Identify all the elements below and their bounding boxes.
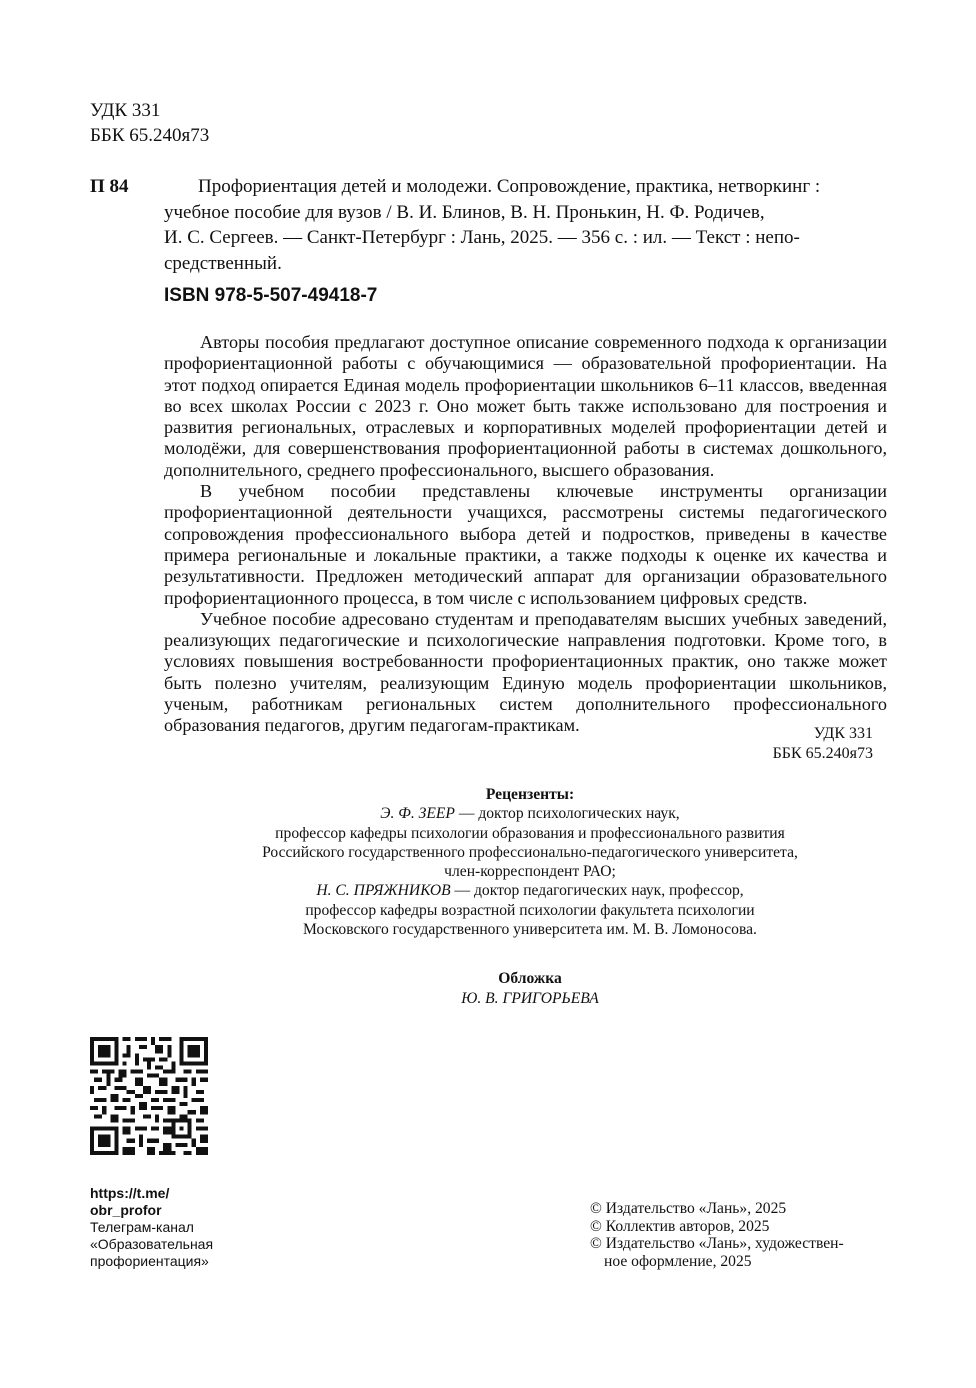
reviewer-2-position: профессор кафедры возрастной психологии факультета психологии [305,901,755,919]
telegram-channel-name: «Образовательная [90,1236,214,1252]
bibliographic-description [164,174,887,276]
copyright-line: © Издательство «Лань», 2025 [590,1200,787,1217]
telegram-channel-name-cont: профориентация» [90,1253,209,1269]
udk-code: УДК 331 [90,100,161,121]
qr-code[interactable] [90,1037,208,1155]
reviewer-2-name: Н. С. ПРЯЖНИКОВ [316,882,451,900]
qr-finder-top-right [180,1037,208,1065]
bbk-code: ББК 65.240я73 [90,125,210,146]
biblio-line: Профориентация детей и молодежи. Сопровождение, практика, нетворкинг : [198,176,821,197]
telegram-caption: Телеграм-канал [90,1219,194,1235]
annotation [164,332,887,737]
qr-finder-bottom-left [90,1127,118,1155]
copyright-line-cont: ное оформление, 2025 [604,1252,752,1270]
udk-code: УДК 331 [813,725,873,742]
reviewer-2-title: — доктор педагогических наук, профессор, [450,882,744,900]
reviewer-1-title: — доктор психологических наук, [454,805,680,823]
reviewer-2-line [180,881,880,900]
telegram-link[interactable]: https://t.me/ [90,1185,170,1201]
copyright-line: © Издательство «Лань», художествен- [590,1235,844,1253]
cover-designer: Ю. В. ГРИГОРЬЕВА [461,989,599,1007]
cover-credit [380,969,680,1008]
classification-block-top [90,98,209,148]
isbn: ISBN 978-5-507-49418-7 [164,285,378,306]
biblio-line: средственный. [164,252,282,274]
annotation-paragraph-3: Учебное пособие адресовано студентам и преподавателям высших учебных заведений, реализующих педагогические и психологические направления подготовки. Кроме того, в условиях повышения востребованности профориентационных практик, оно также может быть полезно учителям, реализующим Единую модель профориентации школьников, ученым, работникам региональных систем дополнительного профессионального образования педагогов, другим педагогам-практикам. [164,608,887,736]
telegram-link-handle[interactable]: obr_profor [90,1202,162,1218]
qr-finder-top-left [90,1037,118,1065]
copyright-line: © Коллектив авторов, 2025 [590,1217,770,1235]
cover-heading: Обложка [498,970,562,987]
classification-block-bottom [760,724,873,764]
author-mark: П 84 [90,176,129,197]
reviewer-1-name: Э. Ф. ЗЕЕР [380,805,455,823]
reviewer-1-line [180,804,880,823]
biblio-line: учебное пособие для вузов / В. И. Блинов, В. Н. Пронькин, Н. Ф. Родичев, [164,201,765,223]
reviewers-block [180,785,880,939]
reviewer-2-institution: Московского государственного университета им. М. В. Ломоносова. [303,921,757,939]
biblio-line: И. С. Сергеев. — Санкт-Петербург : Лань, 2025. — 356 с. : ил. — Текст : непо- [164,227,800,248]
bbk-code: ББК 65.240я73 [772,745,873,762]
reviewer-1-institution: Российского государственного профессионально-педагогического университета, [262,843,798,861]
telegram-channel-info [90,1185,213,1270]
reviewers-heading: Рецензенты: [485,786,575,803]
annotation-paragraph-2: В учебном пособии представлены ключевые инструменты организации профориентационной деятельности учащихся, рассмотрены системы педагогического сопровождения профессионального выбора детей и подростков, приведены в качестве примера региональные и локальные практики, а также подходы к оценке их качества и результативности. Предложен методический аппарат для организации образовательного профориентационного процесса, в том числе с использованием цифровых средств. [164,481,887,608]
reviewer-1-membership: член-корреспондент РАО; [444,863,616,881]
reviewer-1-position: профессор кафедры психологии образования и профессионального развития [275,824,785,842]
annotation-paragraph-1: Авторы пособия предлагают доступное описание современного подхода к организации профориентационной работы с обучающимися — образовательной профориентации. На этот подход опирается Единая модель профориентации школьников 6–11 классов, введенная во всех школах России с 2023 г. Оно может быть также использовано для построения и развития региональных, отраслевых и корпоративных моделей профориентации детей и молодёжи, для совершенствования профориентационной работы в системах дошкольного, дополнительного, среднего профессионального, высшего образования. [164,332,887,480]
copyright-block [590,1200,890,1270]
